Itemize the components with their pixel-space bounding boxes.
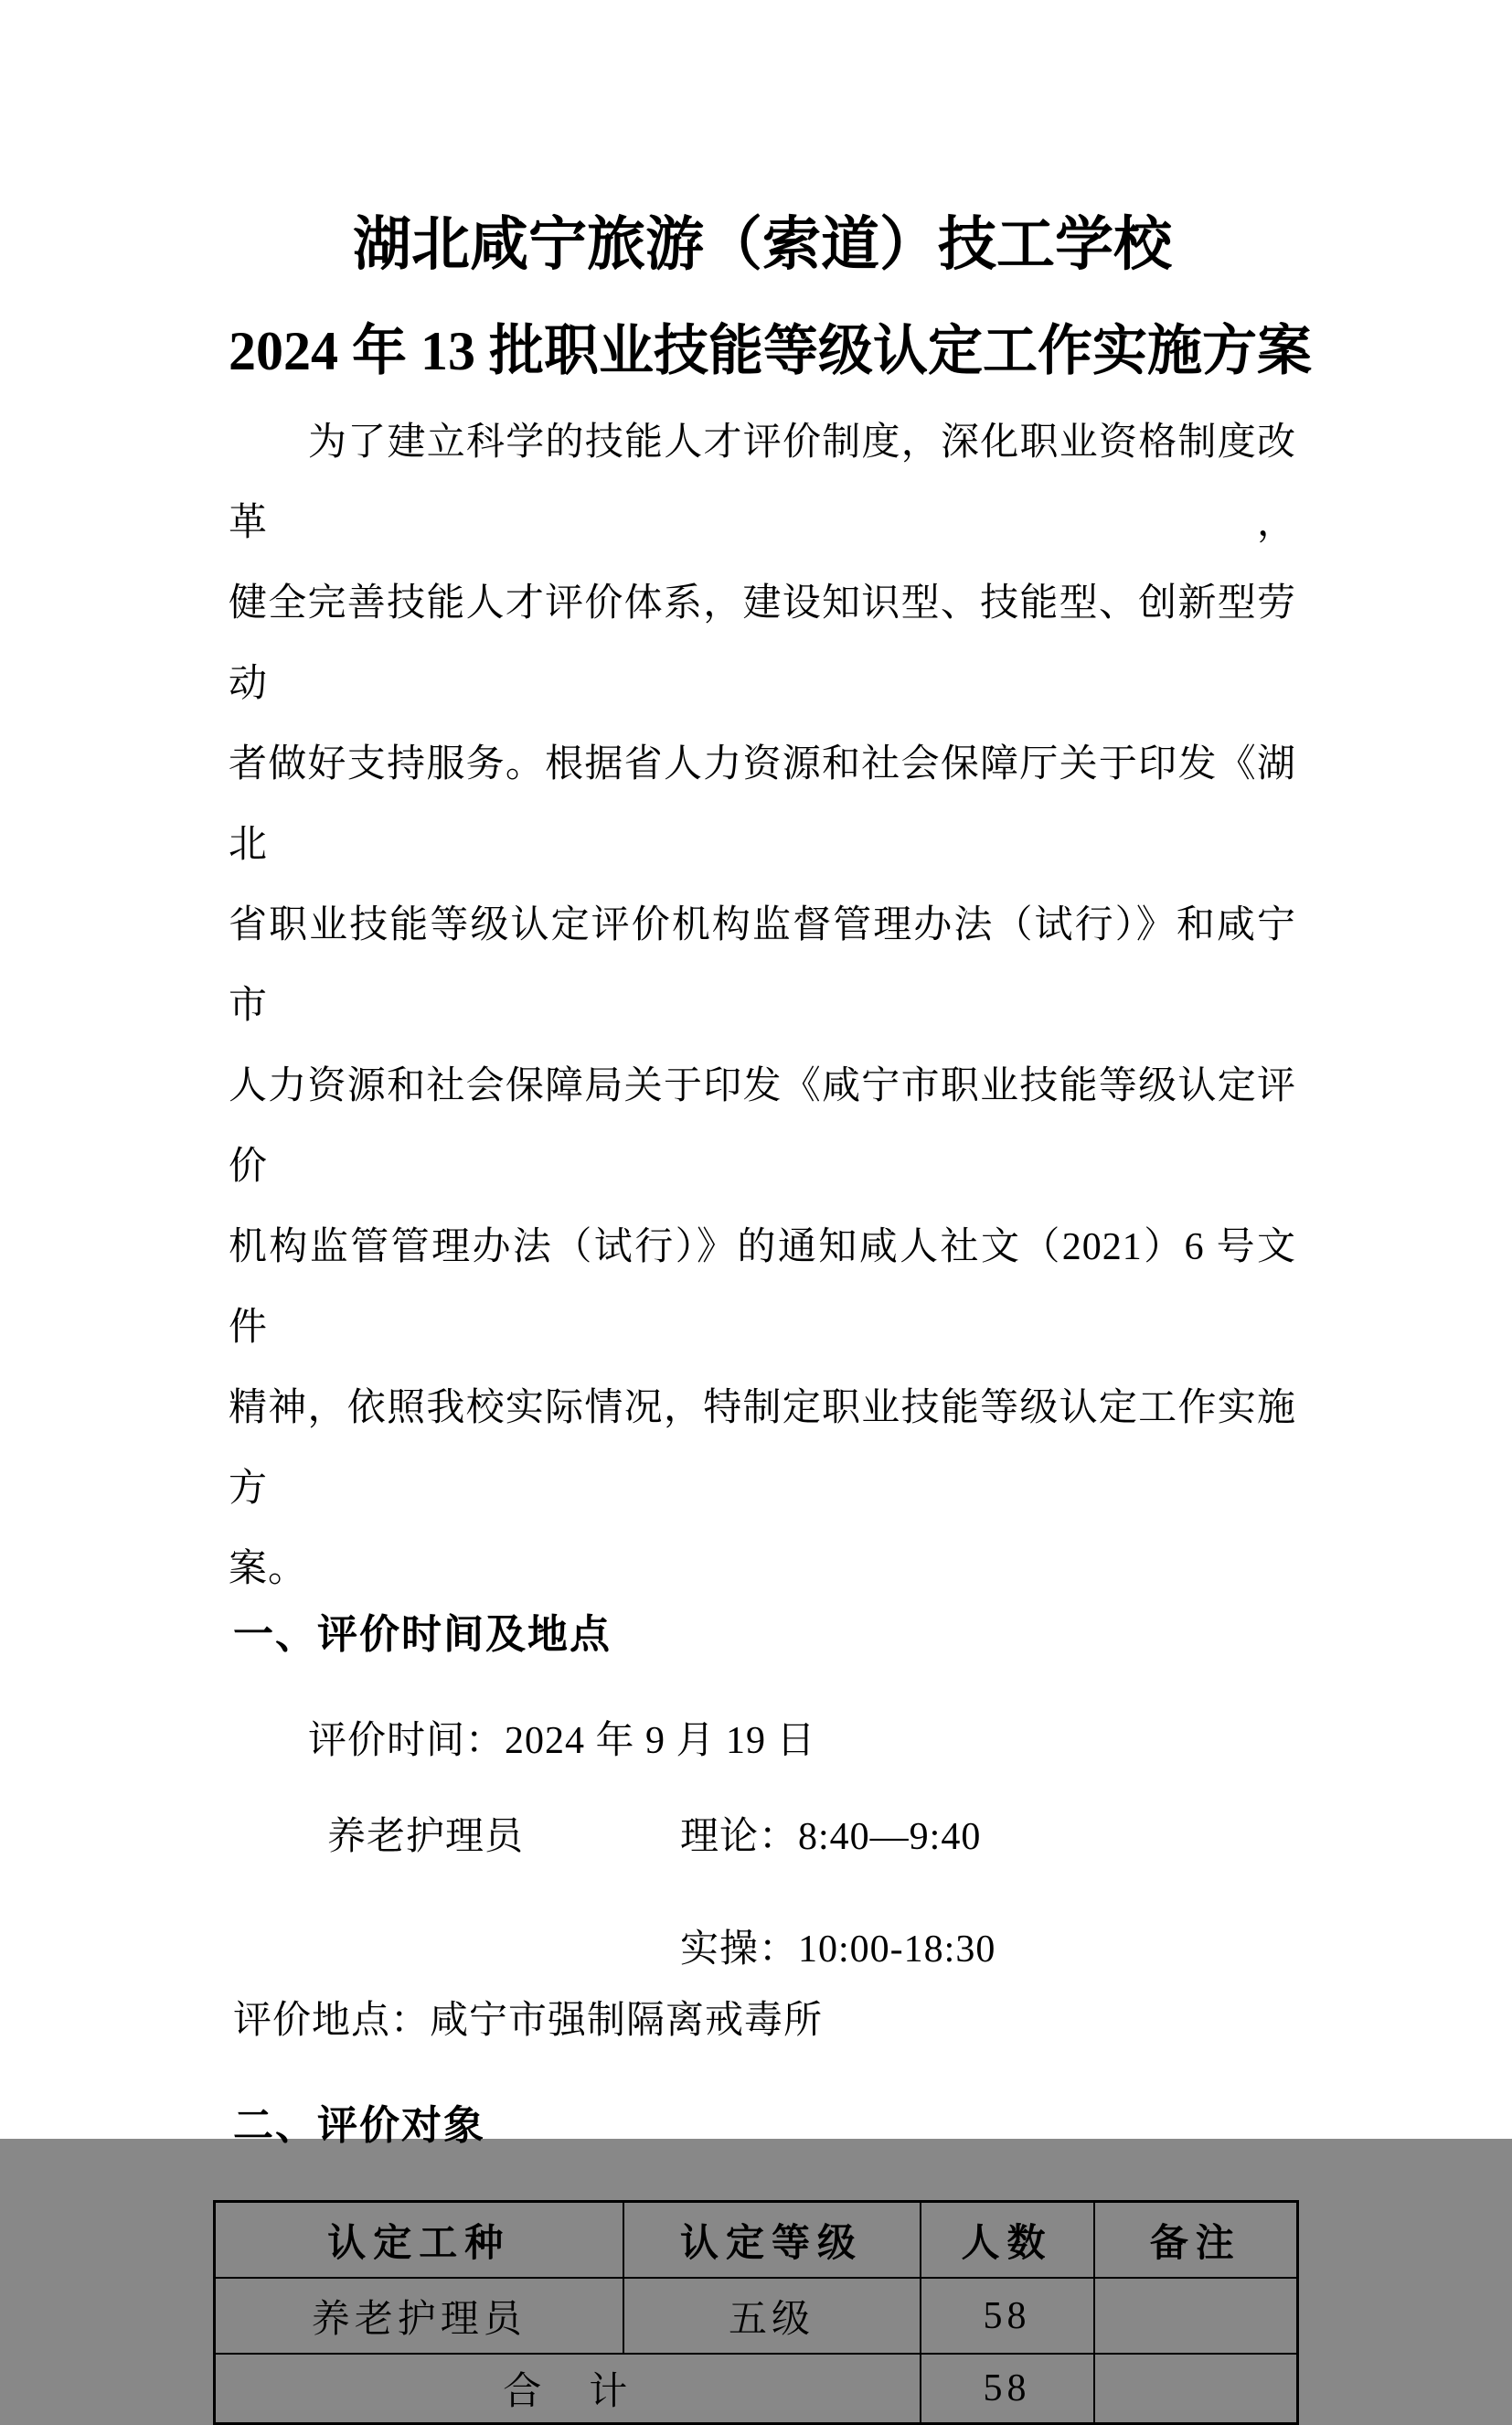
intro-line: 者做好支持服务。根据省人力资源和社会保障厅关于印发《湖北 — [229, 743, 1296, 866]
document-title-line2: 2024 年 13 批职业技能等级认定工作实施方案 — [229, 321, 1312, 381]
intro-line: 精神，依照我校实际情况，特制定职业技能等级认定工作实施方 — [229, 1387, 1296, 1510]
intro-line: 为了建立科学的技能人才评价制度，深化职业资格制度改革， — [229, 422, 1296, 544]
occupation-line — [229, 1805, 1296, 1869]
header-note: 备注 — [1094, 2202, 1298, 2279]
table-row — [215, 2278, 1298, 2354]
table-total-row — [215, 2354, 1298, 2424]
intro-line: 健全完善技能人才评价体系，建设知识型、技能型、创新型劳动 — [229, 582, 1296, 705]
section2-heading: 二、评价对象 — [233, 2103, 485, 2148]
cell-total-label: 合 计 — [215, 2354, 921, 2424]
cell-level: 五级 — [623, 2278, 921, 2354]
intro-line: 机构监管管理办法（试行）》的通知咸人社文（2021）6 号文件 — [229, 1226, 1296, 1349]
theory-time-label: 理论：8:40—9:40 — [680, 1816, 982, 1858]
cell-note — [1094, 2278, 1298, 2354]
section1-heading: 一、评价时间及地点 — [233, 1612, 612, 1657]
cell-total-note — [1094, 2354, 1298, 2424]
intro-line: 省职业技能等级认定评价机构监督管理办法（试行）》和咸宁市 — [229, 904, 1296, 1027]
practical-time-line: 实操：10:00-18:30 — [680, 1928, 996, 1971]
eval-time-line: 评价时间：2024 年 9 月 19 日 — [308, 1720, 816, 1762]
occupation-label: 养老护理员 — [327, 1816, 525, 1858]
eval-location-line: 评价地点：咸宁市强制隔离戒毒所 — [233, 2000, 824, 2042]
evaluation-table — [213, 2200, 1299, 2425]
cell-occupation: 养老护理员 — [215, 2278, 623, 2354]
cell-total-count: 58 — [921, 2354, 1094, 2424]
table-header-row — [215, 2202, 1298, 2279]
intro-line: 案。 — [229, 1548, 308, 1590]
header-occupation: 认定工种 — [215, 2202, 623, 2279]
document-title-line1: 湖北咸宁旅游（索道）技工学校 — [353, 212, 1172, 277]
header-count: 人数 — [921, 2202, 1094, 2279]
header-level: 认定等级 — [623, 2202, 921, 2279]
cell-count: 58 — [921, 2278, 1094, 2354]
intro-paragraph — [229, 402, 1296, 1609]
intro-line: 人力资源和社会保障局关于印发《咸宁市职业技能等级认定评价 — [229, 1065, 1296, 1188]
